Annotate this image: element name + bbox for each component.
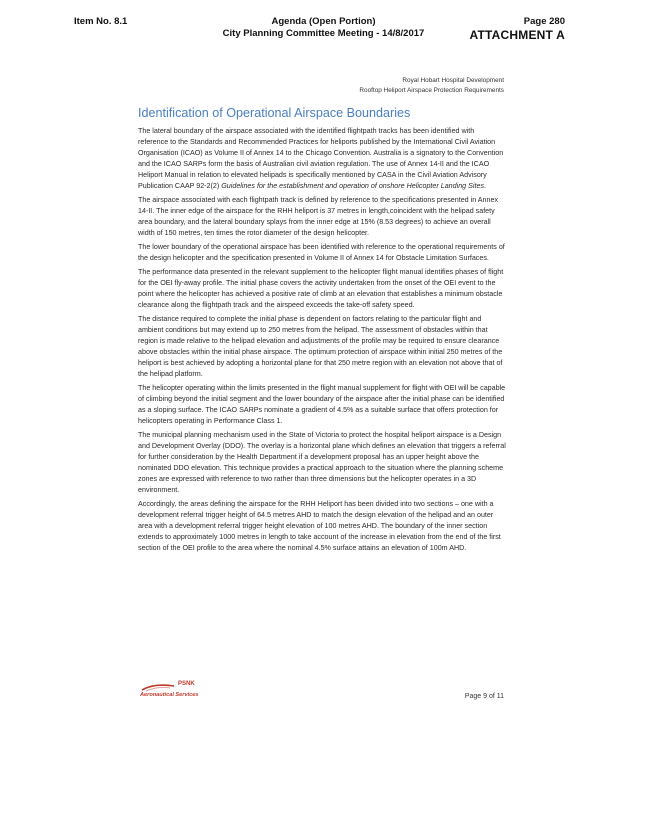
italic-title: Guidelines for the establishment and operation of onshore Helicopter Landing Sites xyxy=(221,182,485,190)
paragraph-text: The lateral boundary of the airspace associated with the identified flightpath tracks has been identified with reference to the Standards and Recommended Practices for heliports published by the International Civil Aviation Organisation (ICAO) as Volume II of Annex 14 to the Chicago Convention. Australia is a signatory to the Convention and the ICAO SARPs form the basis of Australian civil aviation regulation. The use of Annex 14-II and the ICAO Heliport Manual in relation to elevated helipads is specifically mentioned by CASA in the Civil Aviation Advisory Publication CAAP 92-2(2) xyxy=(138,127,504,190)
section-title: Identification of Operational Airspace Boundaries xyxy=(138,106,411,120)
doc-ref-line1: Royal Hobart Hospital Development xyxy=(402,77,504,84)
item-number: Item No. 8.1 xyxy=(74,16,128,27)
paragraph: The municipal planning mechanism used in the State of Victoria to protect the hospital heliport airspace is a Design and Development Overlay (DDO). The overlay is a horizontal plane which defines an elevation that triggers a referral for further consideration by the Health Department if a development proposal has an upper height above the nominated DDO elevation. This technique provides a practical approach to the situation where the planning scheme zones are expressed with reference to two rather than three dimensions but the helicopter operates in a 3D environment. xyxy=(138,431,506,494)
paragraph: The airspace associated with each flightpath track is defined by reference to the specifications presented in Annex 14-II. The inner edge of the airspace for the RHH heliport is 37 metres in length,coincident with the helipad safety area boundary, and the lateral boundary splays from the inner edge at 15% (8.53 degrees) to achieve an overall width of 150 metres, ten times the rotor diameter of the design helicopter. xyxy=(138,196,499,237)
body-text xyxy=(138,126,506,557)
agenda-title: Agenda (Open Portion) xyxy=(271,16,376,27)
attachment-label: ATTACHMENT A xyxy=(469,28,565,42)
paragraph: The distance required to complete the initial phase is dependent on factors relating to the particular flight and ambient conditions but may extend up to 250 metres from the helipad. The assessment of obstacles within that region is made relative to the helipad elevation and adjustments of the profile may be required to ensure clearance above obstacles within the initial phase airspace. The optimum protection of airspace within initial 250 metres of the heliport is best achieved by adopting a horizontal plane for that 250 metre region with an elevation not above that of the helipad platform. xyxy=(138,315,503,378)
page-header xyxy=(470,16,566,42)
paragraph: Accordingly, the areas defining the airspace for the RHH Heliport has been divided into two sections – one with a development referral trigger height of 64.5 metres AHD to match the design elevation of the helipad and an outer area with a development referral trigger height elevation of 100 metres AHD. The boundary of the inner section extends to approximately 1000 metres in length to take account of the increase in elevation from the end of the first section of the OEI profile to the area where the nominal 4.5% surface attains an elevation of 100m AHD. xyxy=(138,500,501,552)
agenda-header xyxy=(200,16,447,40)
paragraph: The helicopter operating within the limits presented in the flight manual supplement for flight with OEI will be capable of climbing beyond the initial segment and the lower boundary of the airspace after the initial phase can be identified as a sloping surface. The ICAO SARPs nominate a gradient of 4.5% as a suitable surface that offers protection for helicopters operating in Performance Class 1. xyxy=(138,384,506,425)
meeting-title: City Planning Committee Meeting - 14/8/2017 xyxy=(222,28,425,39)
logo-psnk-text: PSNK xyxy=(178,681,195,687)
page-number: Page 280 xyxy=(523,16,565,27)
paragraph: The performance data presented in the relevant supplement to the helicopter flight manual identifies phases of flight for the OEI fly-away profile. The initial phase covers the activity undertaken from the onset of the OEI event to the point where the helicopter has achieved a positive rate of climb at an elevation that establishes a minimum obstacle clearance along the flightpath track and the airspeed exceeds the take-off safety speed. xyxy=(138,268,504,309)
doc-ref-line2: Rooftop Heliport Airspace Protection Requirements xyxy=(359,87,504,94)
paragraph: The lower boundary of the operational airspace has been identified with reference to the operational requirements of the design helicopter and the specification presented in Volume II of Annex 14 for Obstacle Limitation Surfaces. xyxy=(138,243,505,262)
psnk-logo xyxy=(140,681,200,703)
logo-subtitle: Aeronautical Services xyxy=(140,692,199,698)
paragraph xyxy=(138,126,506,192)
paragraph-end: . xyxy=(484,182,486,190)
page-of-count: Page 9 of 11 xyxy=(464,693,504,700)
document-reference xyxy=(359,76,504,96)
